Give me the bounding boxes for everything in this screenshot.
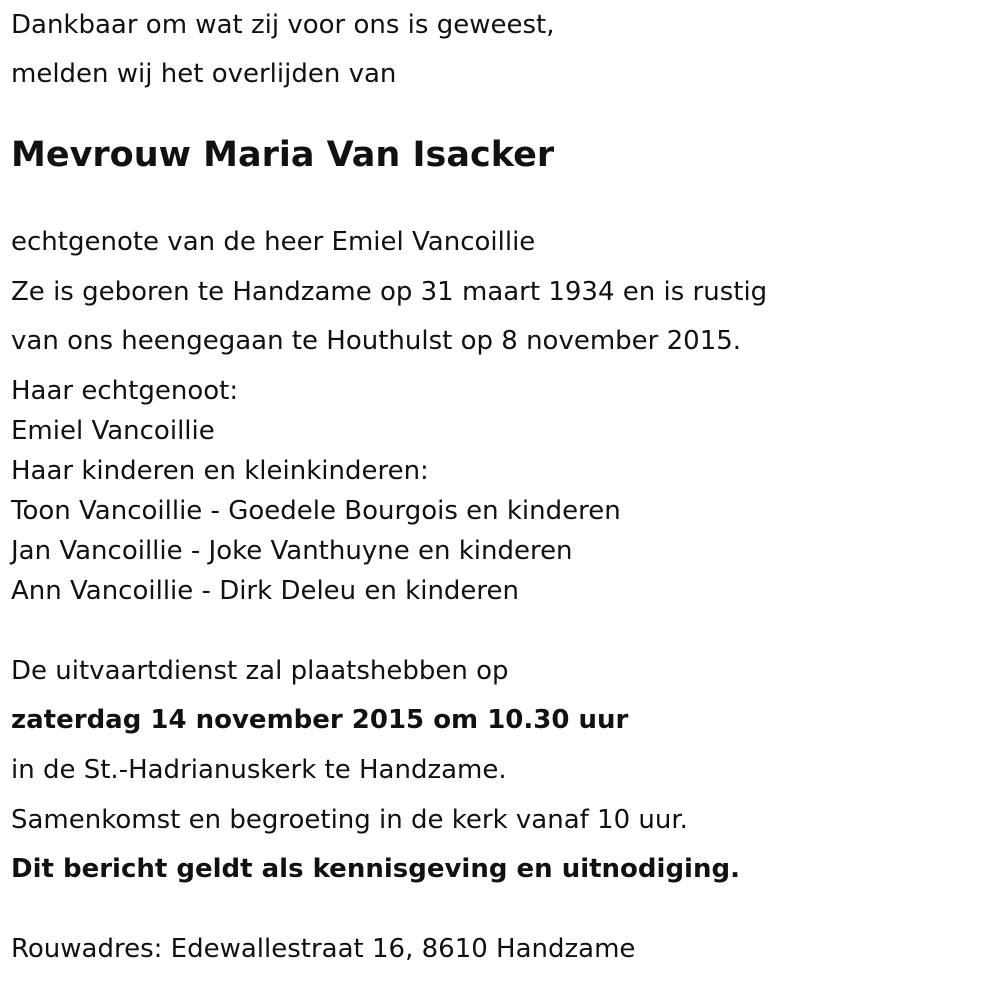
intro-line-1: Dankbaar om wat zij voor ons is geweest, [11, 10, 555, 40]
birth-line-1: Ze is geboren te Handzame op 31 maart 1934 en is rustig [11, 277, 768, 307]
family-line: Emiel Vancoillie [11, 416, 215, 446]
family-line: Haar kinderen en kleinkinderen: [11, 456, 429, 486]
mourning-address: Rouwadres: Edewallestraat 16, 8610 Handzame [11, 934, 636, 964]
service-intro: De uitvaartdienst zal plaatshebben op [11, 656, 509, 686]
notice-line: Dit bericht geldt als kennisgeving en uitnodiging. [11, 854, 740, 884]
family-line: Jan Vancoillie - Joke Vanthuyne en kinderen [11, 536, 573, 566]
deceased-name: Mevrouw Maria Van Isacker [11, 135, 555, 175]
family-line: Ann Vancoillie - Dirk Deleu en kinderen [11, 576, 520, 606]
intro-line-2: melden wij het overlijden van [11, 59, 397, 89]
service-datetime: zaterdag 14 november 2015 om 10.30 uur [11, 705, 629, 735]
birth-line-2: van ons heengegaan te Houthulst op 8 november 2015. [11, 326, 742, 356]
spouse-line: echtgenote van de heer Emiel Vancoillie [11, 227, 536, 257]
family-line: Toon Vancoillie - Goedele Bourgois en kinderen [11, 496, 621, 526]
service-location: in de St.-Hadrianuskerk te Handzame. [11, 755, 507, 785]
service-gathering: Samenkomst en begroeting in de kerk vanaf 10 uur. [11, 805, 688, 835]
family-line: Haar echtgenoot: [11, 376, 239, 406]
